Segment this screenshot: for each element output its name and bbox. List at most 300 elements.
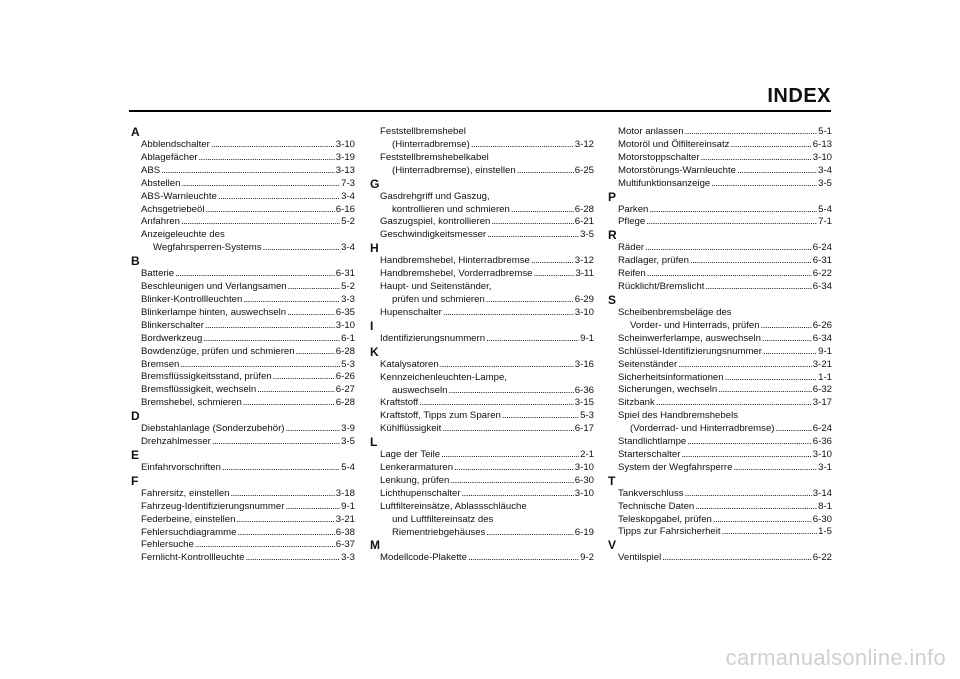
index-entry-page: 6-17 <box>574 423 594 435</box>
index-entry-page: 3-4 <box>818 164 832 176</box>
index-entry <box>370 359 594 372</box>
index-entry-page: 6-16 <box>335 203 355 215</box>
index-entry <box>608 320 832 333</box>
index-entry-label: Abstellen <box>141 177 181 189</box>
index-entry-label: Geschwindigkeitsmesser <box>380 229 487 241</box>
index-entry <box>608 423 832 436</box>
index-entry-label: Kühlflüssigkeit <box>380 423 442 435</box>
index-entry-page: 3-9 <box>341 423 355 435</box>
index-entry-page: 3-16 <box>574 358 594 370</box>
index-entry <box>608 216 832 229</box>
index-entry-page: 3-3 <box>341 293 355 305</box>
index-entry-page: 6-34 <box>812 332 832 344</box>
page-title: INDEX <box>767 85 831 107</box>
index-entry-page: 6-35 <box>335 306 355 318</box>
index-entry-page: 5-2 <box>341 281 355 293</box>
leader-dots <box>245 552 340 565</box>
index-entry-page: 6-21 <box>574 216 594 228</box>
leader-dots <box>218 191 340 204</box>
index-entry-label: Parken <box>618 203 649 215</box>
index-entry <box>370 333 594 346</box>
leader-dots <box>531 255 574 268</box>
index-entry <box>608 552 832 565</box>
leader-dots <box>761 320 812 333</box>
leader-dots <box>450 475 573 488</box>
leader-dots <box>511 204 574 217</box>
leader-dots <box>486 527 573 540</box>
leader-dots <box>236 514 334 527</box>
index-entry <box>370 410 594 423</box>
index-entry-label: Handbremshebel, Vorderradbremse <box>380 268 533 280</box>
index-entry-label: Starterschalter <box>618 448 681 460</box>
leader-dots <box>205 204 334 217</box>
index-entry-page: 5-1 <box>818 126 832 137</box>
index-entry-page: 3-5 <box>580 229 594 241</box>
index-entry <box>608 514 832 527</box>
index-entry-label: Ventilspiel <box>618 552 662 564</box>
index-entry-label: Abblendschalter <box>141 139 210 150</box>
index-entry-page: 1-1 <box>818 371 832 383</box>
leader-dots <box>733 462 817 475</box>
leader-dots <box>443 307 574 320</box>
leader-dots <box>647 268 812 281</box>
index-entry <box>608 126 832 139</box>
index-entry <box>131 191 355 204</box>
leader-dots <box>487 229 579 242</box>
index-entry-label: Einfahrvorschriften <box>141 461 221 473</box>
index-entry <box>131 488 355 501</box>
index-entry-label: Katalysatoren <box>380 358 439 370</box>
index-entry <box>370 229 594 242</box>
index-entry-page: 8-1 <box>818 500 832 512</box>
index-entry-page: 5-4 <box>818 203 832 215</box>
index-entry-page: 3-14 <box>812 487 832 499</box>
index-letter-heading: E <box>131 447 140 462</box>
index-entry-page: 3-1 <box>818 461 832 473</box>
index-entry-label: Fahrersitz, einstellen <box>141 487 230 499</box>
index-entry-label: Bremsflüssigkeitsstand, prüfen <box>141 371 272 383</box>
index-entry-label: Kraftstoff <box>380 397 419 409</box>
index-entry-label: Blinkerschalter <box>141 319 204 331</box>
leader-dots <box>288 281 341 294</box>
index-entry <box>131 346 355 359</box>
index-entry <box>131 216 355 229</box>
index-letter-heading: F <box>131 473 139 488</box>
index-entry-label: Sicherheitsinformationen <box>618 371 724 383</box>
index-entry <box>131 320 355 333</box>
leader-dots <box>419 397 574 410</box>
index-entry-label: Fahrzeug-Identifizierungsnummer <box>141 500 285 512</box>
index-entry-page: 5-4 <box>341 461 355 473</box>
leader-dots <box>243 294 340 307</box>
index-entry-label: Lenkerarmaturen <box>380 462 454 474</box>
index-entry <box>131 371 355 384</box>
index-entry-label: Fehlersuchdiagramme <box>141 526 237 538</box>
index-entry <box>370 385 594 398</box>
index-entry-page: 3-4 <box>341 242 355 254</box>
index-entry-label: (Hinterradbremse), einstellen <box>392 164 516 176</box>
index-entry-page: 3-10 <box>812 151 832 163</box>
index-entry-label: Wegfahrsperren-Systems <box>153 242 262 254</box>
index-entry-page: 3-10 <box>335 139 355 150</box>
index-entry-text: Feststellbremshebel <box>380 126 466 137</box>
leader-dots <box>161 165 335 178</box>
leader-dots <box>180 359 340 372</box>
index-entry <box>131 436 355 449</box>
index-entry-label: Gaszugspiel, kontrollieren <box>380 216 491 228</box>
index-entry-page: 3-17 <box>812 397 832 409</box>
index-entry <box>131 204 355 217</box>
index-entry <box>608 359 832 372</box>
index-entry <box>370 165 594 178</box>
leader-dots <box>296 346 335 359</box>
index-entry <box>131 397 355 410</box>
index-entry-label: prüfen und schmieren <box>392 293 485 305</box>
index-entry-text: Spiel des Handbremshebels <box>618 410 738 422</box>
index-entry <box>608 255 832 268</box>
index-entry <box>608 488 832 501</box>
index-entry-page: 6-1 <box>341 332 355 344</box>
index-entry-label: Batterie <box>141 268 175 280</box>
leader-dots <box>690 255 812 268</box>
index-entry-text: Haupt- und Seitenständer, <box>380 281 492 293</box>
index-entry-label: Federbeine, einstellen <box>141 513 236 525</box>
index-entry <box>608 204 832 217</box>
index-entry <box>131 307 355 320</box>
index-entry-label: Identifizierungsnummern <box>380 332 486 344</box>
index-entry-page: 6-32 <box>812 384 832 396</box>
leader-dots <box>705 281 811 294</box>
index-entry <box>131 242 355 255</box>
index-entry <box>131 178 355 191</box>
leader-dots <box>263 242 341 255</box>
index-entry <box>370 268 594 281</box>
index-entry-label: Bremsflüssigkeit, wechseln <box>141 384 257 396</box>
leader-dots <box>195 539 335 552</box>
index-entry-label: Bordwerkzeug <box>141 332 203 344</box>
index-entry-page: 6-38 <box>335 526 355 538</box>
index-entry-page: 3-15 <box>574 397 594 409</box>
index-entry <box>608 462 832 475</box>
index-entry <box>131 268 355 281</box>
index-entry-page: 3-21 <box>812 358 832 370</box>
leader-dots <box>211 139 335 152</box>
leader-dots <box>287 307 335 320</box>
index-entry-label: Fernlicht-Kontrollleuchte <box>141 552 245 564</box>
index-letter-heading: I <box>370 318 374 333</box>
index-entry-text: Anzeigeleuchte des <box>141 229 225 241</box>
leader-dots <box>454 462 574 475</box>
leader-dots <box>517 165 574 178</box>
index-entry <box>608 178 832 191</box>
index-entry-page: 3-5 <box>818 177 832 189</box>
index-entry-page: 3-18 <box>335 487 355 499</box>
index-entry <box>370 204 594 217</box>
index-letter-heading: V <box>608 538 617 553</box>
index-entry <box>608 384 832 397</box>
index-entry-page: 3-3 <box>341 552 355 564</box>
leader-dots <box>687 436 812 449</box>
index-column-2 <box>370 126 594 565</box>
index-entry <box>131 359 355 372</box>
index-entry <box>608 346 832 359</box>
index-entry-label: Tankverschluss <box>618 487 684 499</box>
index-entry <box>608 242 832 255</box>
index-entry-label: Handbremshebel, Hinterradbremse <box>380 255 530 267</box>
index-entry-label: Sicherungen, wechseln <box>618 384 718 396</box>
index-entry <box>608 397 832 410</box>
index-entry <box>131 527 355 540</box>
leader-dots <box>468 552 579 565</box>
index-column-1 <box>131 126 355 565</box>
leader-dots <box>181 216 340 229</box>
index-entry-label: Lenkung, prüfen <box>380 474 450 486</box>
index-entry <box>131 539 355 552</box>
index-entry-label: Modellcode-Plakette <box>380 552 467 564</box>
index-letter-heading: D <box>131 409 140 424</box>
leader-dots <box>205 320 335 333</box>
leader-dots <box>701 152 812 165</box>
index-entry-label: Blinkerlampe hinten, auswechseln <box>141 306 287 318</box>
index-entry-label: Beschleunigen und Verlangsamen <box>141 281 287 293</box>
index-entry-label: kontrollieren und schmieren <box>392 203 510 215</box>
index-entry-label: Vorder- und Hinterrads, prüfen <box>630 319 760 331</box>
index-entry <box>370 449 594 462</box>
index-entry-label: Radlager, prüfen <box>618 255 689 267</box>
index-entry <box>131 152 355 165</box>
leader-dots <box>257 384 335 397</box>
index-entry-page: 6-28 <box>574 203 594 215</box>
index-entry-page: 7-1 <box>818 216 832 228</box>
index-entry <box>370 255 594 268</box>
leader-dots <box>776 423 812 436</box>
leader-dots <box>681 449 811 462</box>
index-entry <box>131 333 355 346</box>
index-entry-page: 2-1 <box>580 449 594 461</box>
leader-dots <box>462 488 574 501</box>
index-entry-label: Motoröl und Ölfiltereinsatz <box>618 138 730 150</box>
index-letter-heading: A <box>131 125 140 139</box>
index-entry-page: 5-2 <box>341 216 355 228</box>
index-entry <box>370 462 594 475</box>
index-entry-page: 5-3 <box>341 358 355 370</box>
leader-dots <box>199 152 335 165</box>
leader-dots <box>730 139 811 152</box>
index-entry-label: Drehzahlmesser <box>141 436 211 448</box>
index-entry-page: 9-1 <box>341 500 355 512</box>
index-entry-page: 6-31 <box>812 255 832 267</box>
index-entry-page: 6-34 <box>812 281 832 293</box>
index-entry-page: 6-25 <box>574 164 594 176</box>
index-entry-label: Teleskopgabel, prüfen <box>618 513 712 525</box>
leader-dots <box>222 462 340 475</box>
index-entry-page: 3-10 <box>574 487 594 499</box>
index-entry-label: System der Wegfahrsperre <box>618 461 733 473</box>
index-letter-heading: G <box>370 176 380 191</box>
index-entry-label: Ablagefächer <box>141 151 198 163</box>
leader-dots <box>231 488 335 501</box>
index-entry-text: Kennzeichenleuchten-Lampe, <box>380 371 507 383</box>
index-entry-page: 3-5 <box>341 436 355 448</box>
index-entry <box>370 552 594 565</box>
index-entry-label: Sitzbank <box>618 397 655 409</box>
leader-dots <box>273 371 335 384</box>
index-entry-page: 6-29 <box>574 293 594 305</box>
index-letter-heading: P <box>608 189 617 204</box>
index-entry <box>131 501 355 514</box>
index-entry-text: Gasdrehgriff und Gaszug, <box>380 190 490 202</box>
index-entry-label: Kraftstoff, Tipps zum Sparen <box>380 410 501 422</box>
index-entry <box>370 423 594 436</box>
index-entry-page: 6-24 <box>812 423 832 435</box>
leader-dots <box>502 410 579 423</box>
index-entry <box>131 294 355 307</box>
index-entry <box>131 139 355 152</box>
leader-dots <box>646 216 817 229</box>
index-entry <box>131 462 355 475</box>
leader-dots <box>491 216 573 229</box>
leader-dots <box>678 359 812 372</box>
index-letter-heading: K <box>370 344 379 359</box>
index-entry-label: Motorstoppschalter <box>618 151 700 163</box>
index-entry-label: (Hinterradbremse) <box>392 138 470 150</box>
index-entry <box>608 526 832 539</box>
index-entry <box>131 384 355 397</box>
index-entry-page: 6-22 <box>812 552 832 564</box>
index-entry-page: 6-27 <box>335 384 355 396</box>
index-entry-page: 6-37 <box>335 539 355 551</box>
leader-dots <box>737 165 817 178</box>
index-entry-text: Scheibenbremsbeläge des <box>618 306 732 318</box>
index-letter-heading: S <box>608 292 617 307</box>
index-entry <box>370 139 594 152</box>
index-entry-label: Schlüssel-Identifizierungsnummer <box>618 345 762 357</box>
leader-dots <box>713 514 812 527</box>
index-entry-text: Feststellbremshebelkabel <box>380 151 489 163</box>
leader-dots <box>448 385 573 398</box>
index-entry <box>131 281 355 294</box>
index-entry-page: 3-12 <box>574 138 594 150</box>
index-entry-label: Standlichtlampe <box>618 436 687 448</box>
index-entry-page: 7-3 <box>341 177 355 189</box>
index-entry <box>370 307 594 320</box>
index-letter-heading: R <box>608 228 617 243</box>
index-entry-label: Seitenständer <box>618 358 678 370</box>
index-entry-label: Lage der Teile <box>380 449 441 461</box>
index-column-3 <box>608 126 832 565</box>
index-entry-label: Multifunktionsanzeige <box>618 177 711 189</box>
index-entry-label: Lichthupenschalter <box>380 487 461 499</box>
index-entry-page: 3-11 <box>575 268 594 280</box>
index-entry-page: 6-28 <box>335 397 355 409</box>
leader-dots <box>175 268 335 281</box>
index-entry <box>131 514 355 527</box>
leader-dots <box>285 423 340 436</box>
index-entry-label: Tipps zur Fahrsicherheit <box>618 526 721 538</box>
index-entry-label: auswechseln <box>392 384 448 396</box>
leader-dots <box>695 501 817 514</box>
index-entry <box>131 165 355 178</box>
index-entry-label: Motor anlassen <box>618 126 684 137</box>
leader-dots <box>486 294 574 307</box>
leader-dots <box>212 436 340 449</box>
index-letter-heading: H <box>370 241 379 256</box>
page-header <box>129 85 831 112</box>
index-entry <box>131 423 355 436</box>
leader-dots <box>441 449 579 462</box>
index-entry-page: 9-1 <box>580 332 594 344</box>
index-entry-label: ABS <box>141 164 161 176</box>
leader-dots <box>725 372 818 385</box>
index-entry-page: 5-3 <box>580 410 594 422</box>
index-entry <box>131 552 355 565</box>
index-entry-page: 6-28 <box>335 345 355 357</box>
index-entry <box>608 268 832 281</box>
leader-dots <box>285 501 340 514</box>
index-entry-label: Reifen <box>618 268 646 280</box>
index-entry <box>370 216 594 229</box>
index-entry-page: 6-31 <box>335 268 355 280</box>
leader-dots <box>662 552 812 565</box>
index-entry-label: Pflege <box>618 216 646 228</box>
leader-dots <box>685 488 812 501</box>
leader-dots <box>656 397 812 410</box>
leader-dots <box>471 139 574 152</box>
index-entry-label: Bremsen <box>141 358 180 370</box>
index-entry-label: Blinker-Kontrollleuchten <box>141 293 243 305</box>
index-entry <box>370 294 594 307</box>
index-letter-heading: B <box>131 254 140 269</box>
index-entry <box>608 152 832 165</box>
leader-dots <box>685 126 818 139</box>
index-entry-page: 3-10 <box>335 319 355 331</box>
index-entry-page: 3-12 <box>574 255 594 267</box>
index-entry-label: Rücklicht/Bremslicht <box>618 281 705 293</box>
index-entry-page: 3-21 <box>335 513 355 525</box>
index-entry <box>370 488 594 501</box>
index-entry-page: 6-26 <box>812 319 832 331</box>
index-entry-label: Fehlersuche <box>141 539 194 551</box>
index-entry-page: 3-13 <box>335 164 355 176</box>
leader-dots <box>181 178 340 191</box>
index-entry-page: 3-4 <box>341 190 355 202</box>
index-entry <box>608 333 832 346</box>
leader-dots <box>203 333 340 346</box>
index-entry <box>608 372 832 385</box>
index-entry-label: Bowdenzüge, prüfen und schmieren <box>141 345 295 357</box>
index-entry <box>608 436 832 449</box>
leader-dots <box>645 242 812 255</box>
index-entry-page: 9-1 <box>818 345 832 357</box>
index-entry <box>370 397 594 410</box>
index-entry-page: 6-26 <box>335 371 355 383</box>
index-entry-label: Bremshebel, schmieren <box>141 397 242 409</box>
leader-dots <box>486 333 579 346</box>
index-entry <box>608 139 832 152</box>
index-letter-heading: M <box>370 538 380 553</box>
leader-dots <box>711 178 817 191</box>
leader-dots <box>762 333 812 346</box>
leader-dots <box>718 384 812 397</box>
index-entry-page: 3-10 <box>574 462 594 474</box>
index-entry-page: 9-2 <box>580 552 594 564</box>
index-entry-label: Anfahren <box>141 216 180 228</box>
watermark-text: carmanualsonline.info <box>725 645 946 670</box>
index-entry-page: 6-30 <box>812 513 832 525</box>
index-entry-page: 1-5 <box>818 526 832 538</box>
leader-dots <box>243 397 335 410</box>
leader-dots <box>442 423 573 436</box>
